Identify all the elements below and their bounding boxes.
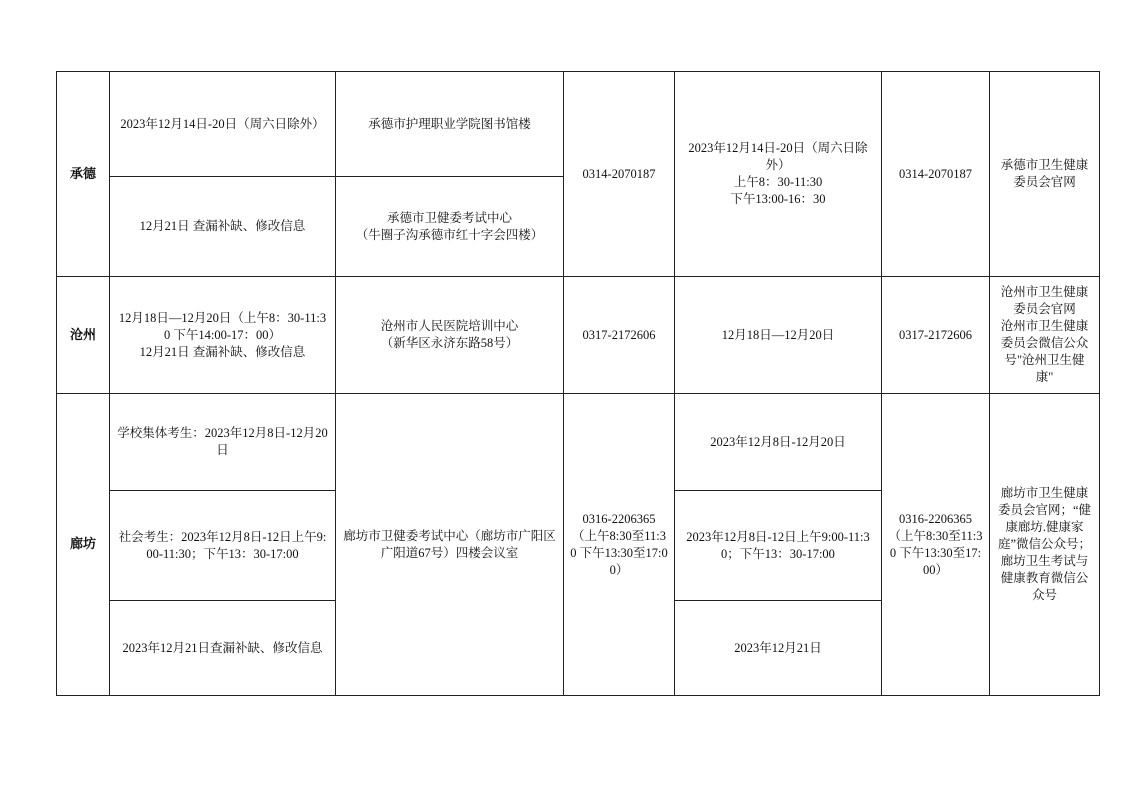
date-line: 12月18日—12月20日（上午8：30-11:30 下午14:00-17：00） (118, 310, 327, 342)
date-cell: 12月21日 查漏补缺、修改信息 (110, 177, 336, 277)
location-cell (336, 177, 564, 277)
time-cell: 12月18日—12月20日 (675, 277, 882, 394)
time-line: 下午13:00-16：30 (730, 192, 826, 206)
phone-hours: （上午8:30至11:30 下午13:30至17:00） (888, 528, 983, 577)
time-cell: 2023年12月21日 (675, 601, 882, 696)
date-cell: 社会考生：2023年12月8日-12日上午9:00-11:30；下午13：30-17:00 (110, 491, 336, 601)
website-line: 沧州市卫生健康委员会微信公众号"沧州卫生健康" (1000, 319, 1089, 384)
date-cell: 学校集体考生：2023年12月8日-12月20日 (110, 394, 336, 491)
time-cell: 2023年12月8日-12日上午9:00-11:30；下午13：30-17:00 (675, 491, 882, 601)
time-line: 2023年12月14日-20日（周六日除外） (688, 141, 868, 172)
phone-cell (882, 394, 990, 696)
table-row (57, 277, 1100, 394)
city-cell-chengde: 承德 (57, 72, 110, 277)
date-cell: 2023年12月21日查漏补缺、修改信息 (110, 601, 336, 696)
website-cell (990, 277, 1100, 394)
location-cell: 廊坊市卫健委考试中心（廊坊市广阳区广阳道67号）四楼会议室 (336, 394, 564, 696)
date-cell: 2023年12月14日-20日（周六日除外） (110, 72, 336, 177)
phone-cell: 0317-2172606 (882, 277, 990, 394)
phone-cell: 0317-2172606 (564, 277, 675, 394)
date-cell (110, 277, 336, 394)
location-cell: 承德市护理职业学院图书馆楼 (336, 72, 564, 177)
location-cell (336, 277, 564, 394)
city-cell-langfang: 廊坊 (57, 394, 110, 696)
location-line: 沧州市人民医院培训中心 (380, 319, 519, 333)
phone-cell: 0314-2070187 (882, 72, 990, 277)
registration-table (56, 71, 1100, 696)
location-line: （牛圈子沟承德市红十字会四楼） (355, 227, 544, 242)
phone-line: 0316-2206365 (899, 511, 972, 526)
table-row (57, 394, 1100, 491)
time-cell: 2023年12月8日-12月20日 (675, 394, 882, 491)
time-cell (675, 72, 882, 277)
phone-cell: 0314-2070187 (564, 72, 675, 277)
phone-hours: （上午8:30至11:30 下午13:30至17:00） (570, 528, 668, 577)
website-cell: 承德市卫生健康委员会官网 (990, 72, 1100, 277)
location-line: （新华区永济东路58号） (380, 336, 519, 350)
table-row (57, 72, 1100, 177)
time-line: 上午8：30-11:30 (733, 175, 823, 189)
website-cell: 廊坊市卫生健康委员会官网；“健康廊坊.健康家庭”微信公众号；廊坊卫生考试与健康教育微信公众号 (990, 394, 1100, 696)
location-line: 承德市卫健委考试中心 (386, 210, 512, 225)
city-cell-cangzhou: 沧州 (57, 277, 110, 394)
phone-line: 0316-2206365 (582, 511, 656, 526)
phone-cell (564, 394, 675, 696)
website-line: 沧州市卫生健康委员会官网 (1000, 285, 1089, 316)
date-line: 12月21日 查漏补缺、修改信息 (139, 344, 306, 359)
